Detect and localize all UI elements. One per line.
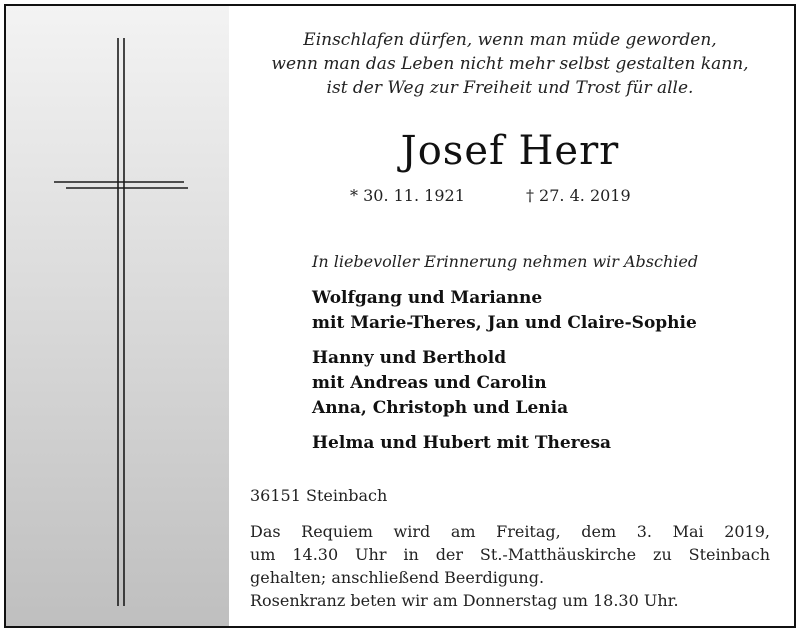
family-list xyxy=(312,286,697,466)
notice-line: Rosenkranz beten wir am Donnerstag um 18.30 Uhr. xyxy=(250,591,679,610)
deceased-name: Josef Herr xyxy=(400,128,620,174)
obituary-card xyxy=(4,4,796,628)
family-line: Wolfgang und Marianne xyxy=(312,288,543,308)
life-dates xyxy=(350,186,631,205)
family-line: Helma und Hubert mit Theresa xyxy=(312,433,612,453)
obituary-content xyxy=(234,6,786,626)
family-group xyxy=(312,286,697,336)
quote-line: wenn man das Leben nicht mehr selbst gestalten kann, xyxy=(271,54,749,74)
memorial-quote xyxy=(234,28,786,100)
death-date: † 27. 4. 2019 xyxy=(525,186,631,205)
family-line: mit Andreas und Carolin xyxy=(312,373,547,393)
family-group xyxy=(312,431,697,456)
notice-line: Das Requiem wird am Freitag, dem 3. Mai 2019, xyxy=(250,522,770,541)
birth-date: * 30. 11. 1921 xyxy=(350,186,465,205)
farewell-text: In liebevoller Erinnerung nehmen wir Abschied xyxy=(312,252,699,271)
family-line: mit Marie-Theres, Jan und Claire-Sophie xyxy=(312,313,697,333)
quote-line: Einschlafen dürfen, wenn man müde geworden, xyxy=(303,30,717,50)
place-of-residence: 36151 Steinbach xyxy=(250,486,388,505)
notice-line: um 14.30 Uhr in der St.-Matthäuskirche zu Steinbach xyxy=(250,545,770,564)
cross-icon xyxy=(6,6,229,630)
notice-line: gehalten; anschließend Beerdigung. xyxy=(250,568,545,587)
family-line: Anna, Christoph und Lenia xyxy=(312,398,569,418)
funeral-notice xyxy=(250,520,770,612)
family-line: Hanny und Berthold xyxy=(312,348,507,368)
family-group xyxy=(312,346,697,421)
cross-panel xyxy=(6,6,229,626)
quote-line: ist der Weg zur Freiheit und Trost für alle. xyxy=(326,78,694,98)
